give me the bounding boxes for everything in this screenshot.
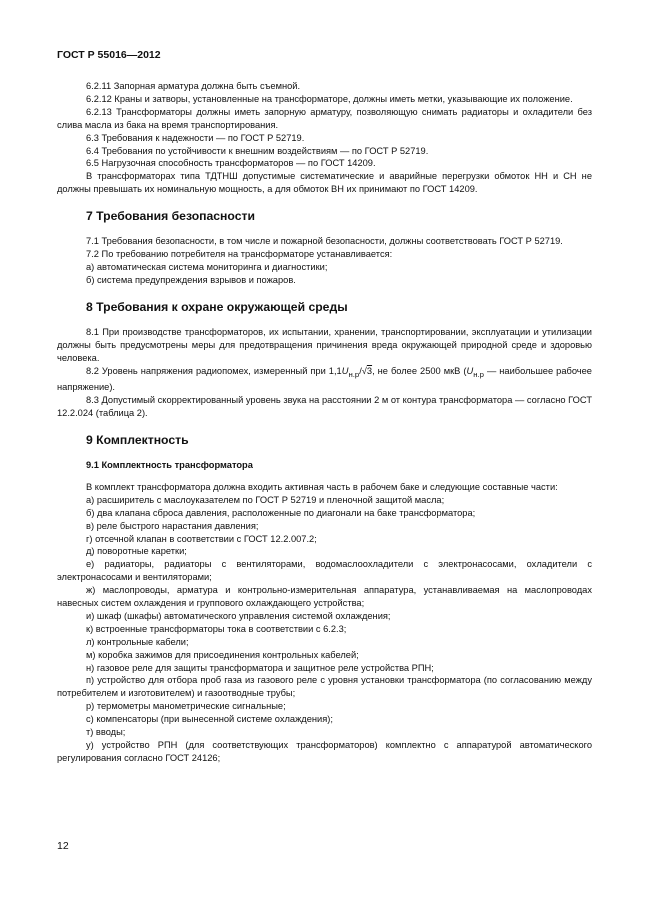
paragraph: 6.2.11 Запорная арматура должна быть съемной. [86, 81, 301, 91]
section-9-heading: 9 Комплектность [86, 432, 189, 447]
paragraph: 8.1 При производстве трансформаторов, их испытании, хранении, транспортировании, эксплуатации и утилизации должны быть предусмотрены меры для предотвращения причинения вреда окружающей природной среде и здоровью человека. [57, 326, 592, 363]
text-run: , не более 2500 мкВ ( [372, 365, 467, 376]
page-number: 12 [57, 840, 69, 852]
paragraph: 8.3 Допустимый скорректированный уровень звука на расстоянии 2 м от контура трансформатора — согласно ГОСТ 12.2.024 (таблица 2). [57, 395, 592, 419]
list-item: ж) маслопроводы, арматура и контрольно-измерительная аппаратура, устанавливаемая на маслопроводах навесных систем охлаждения и группового охлаждающего устройства; [57, 585, 592, 609]
text-run: 8.2 Уровень напряжения радиопомех, измеренный при 1,1 [86, 365, 342, 376]
text-run: — наибольшее рабочее напряжение). [57, 365, 592, 393]
document-code: ГОСТ Р 55016—2012 [57, 49, 161, 61]
sqrt-operand: 3 [366, 365, 373, 376]
list-item: р) термометры манометрические сигнальные; [86, 701, 286, 712]
voltage-symbol: U [341, 365, 349, 376]
list-item: г) отсечной клапан в соответствии с ГОСТ 12.2.007.2; [86, 533, 317, 544]
list-item: м) коробка зажимов для присоединения контрольных кабелей; [86, 649, 359, 660]
section-7-heading: 7 Требования безопасности [86, 209, 255, 224]
voltage-symbol: U [466, 365, 474, 376]
paragraph: 6.3 Требования к надежности — по ГОСТ Р 52719. [86, 132, 305, 143]
list-item: с) компенсаторы (при вынесенной системе охлаждения); [86, 714, 333, 725]
paragraph: В комплект трансформатора должна входить активная часть в рабочем баке и следующие составные части: [86, 481, 558, 492]
list-item: е) радиаторы, радиаторы с вентиляторами, водомаслоохладители с электронасосами, охладители с электронасосами и вентиляторами; [57, 559, 592, 583]
sqrt-sign: /√ [359, 365, 367, 376]
paragraph: 6.2.12 Краны и затворы, установленные на трансформаторе, должны иметь метки, указывающие их положение. [86, 93, 573, 104]
section-8-heading: 8 Требования к охране окружающей среды [86, 299, 348, 314]
list-item: л) контрольные кабели; [86, 636, 189, 647]
paragraph: 6.4 Требования по устойчивости к внешним воздействиям — по ГОСТ Р 52719. [86, 145, 429, 156]
list-item: а) расширитель с маслоуказателем по ГОСТ Р 52719 и пленочной защитой масла; [86, 494, 445, 505]
list-item: а) автоматическая система мониторинга и диагностики; [86, 261, 328, 272]
list-item: б) два клапана сброса давления, расположенные по диагонали на баке трансформатора; [86, 507, 476, 518]
list-item: т) вводы; [86, 727, 126, 738]
list-item: к) встроенные трансформаторы тока в соответствии с 6.2.3; [86, 623, 347, 634]
list-item: в) реле быстрого нарастания давления; [86, 520, 259, 531]
paragraph: В трансформаторах типа ТДТНШ допустимые систематические и аварийные перегрузки обмоток НН и СН не должны превышать их номинальную мощность, а для обмоток ВН их принимают по ГОСТ 14209. [57, 171, 592, 195]
list-item: п) устройство для отбора проб газа из газового реле с уровня установки трансформатора (по согласованию между потребителем и изготовителем) и газоотводные трубы; [57, 675, 592, 699]
list-item: и) шкаф (шкафы) автоматического управления системой охлаждения; [86, 610, 391, 621]
paragraph: 6.5 Нагрузочная способность трансформаторов — по ГОСТ 14209. [86, 158, 376, 169]
paragraph: 6.2.13 Трансформаторы должны иметь запорную арматуру, позволяющую снимать радиаторы и охладители без слива масла из бака на время транспортирования. [57, 106, 592, 130]
list-item: б) система предупреждения взрывов и пожаров. [86, 274, 296, 285]
document-body [57, 80, 592, 765]
voltage-subscript: н.р [473, 369, 484, 379]
paragraph: 7.1 Требования безопасности, в том числе и пожарной безопасности, должны соответствовать ГОСТ Р 52719. [86, 236, 563, 247]
list-item: н) газовое реле для защиты трансформатора и защитное реле устройства РПН; [86, 662, 434, 673]
paragraph: 7.2 По требованию потребителя на трансформаторе устанавливается: [86, 249, 393, 260]
list-item: у) устройство РПН (для соответствующих трансформаторов) комплектно с аппаратурой автоматического регулирования согласно ГОСТ 24126; [57, 740, 592, 763]
subsection-9-1-heading: 9.1 Комплектность трансформатора [86, 459, 253, 470]
list-item: д) поворотные каретки; [86, 546, 187, 557]
paragraph-8-2 [57, 365, 592, 395]
voltage-subscript: н.р [348, 369, 360, 379]
